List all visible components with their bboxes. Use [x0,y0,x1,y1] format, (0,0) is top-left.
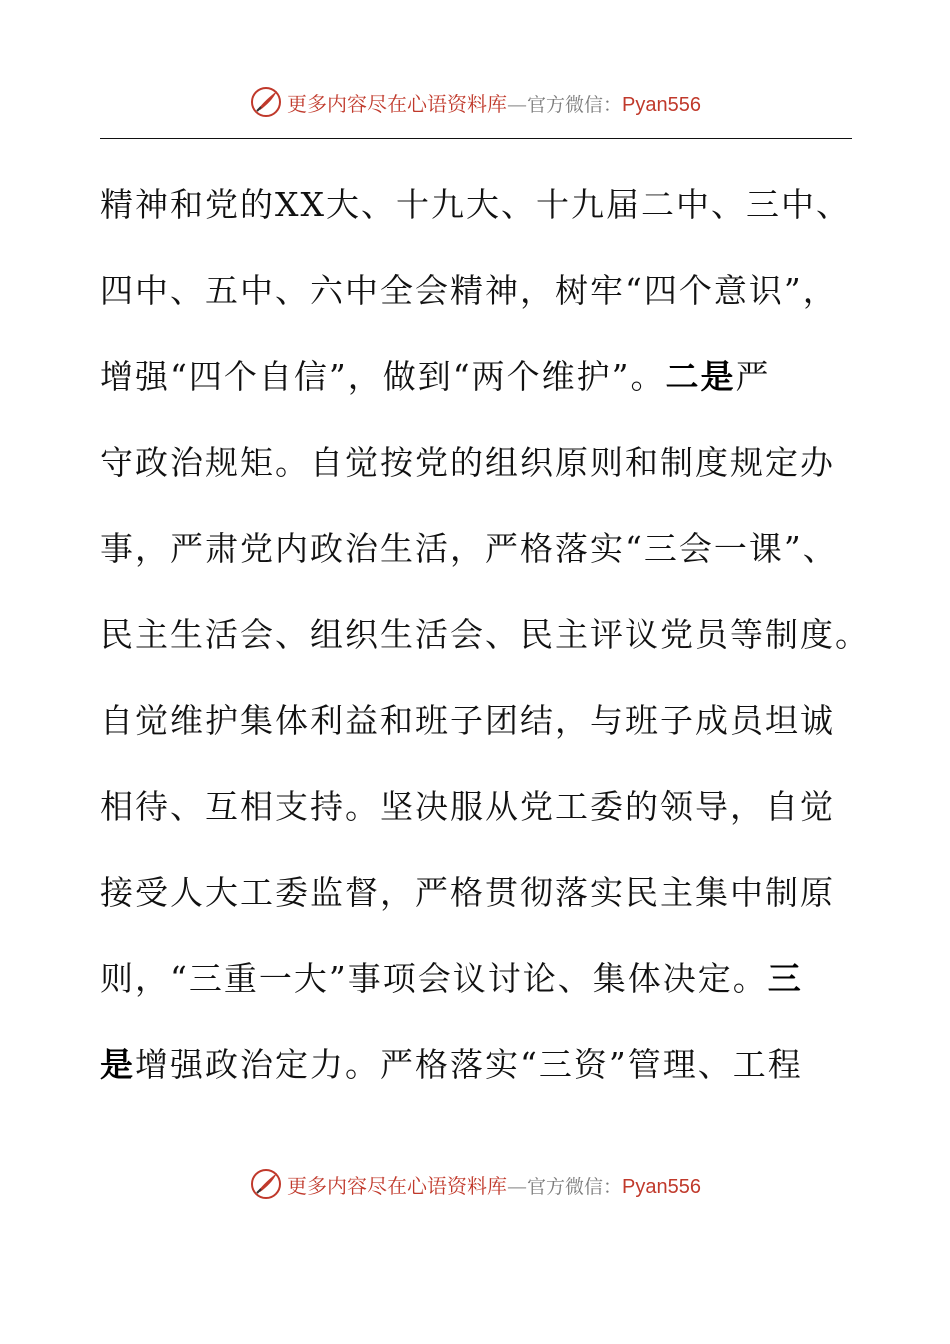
quill-logo-icon [249,1167,283,1201]
wechat-id: Pyan556 [622,1175,701,1198]
text-line: 民主生活会、组织生活会、民主评议党员等制度。 [100,615,870,654]
separator-dash: — [507,91,527,116]
text-line: 相待、互相支持。坚决服从党工委的领导，自觉 [100,787,835,826]
footer-banner [0,1164,950,1204]
text-line: 守政治规矩。自觉按党的组织原则和制度规定办 [100,443,835,482]
wechat-label: 官方微信： [527,93,623,116]
separator-dash: — [507,1173,527,1198]
text-line: 接受人大工委监督，严格贯彻落实民主集中制原 [100,873,835,912]
site-name: 更多内容尽在心语资料库 [287,1173,507,1198]
footer-banner-text [287,1170,701,1199]
text-line: 增强“四个自信”，做到“两个维护”。二是严 [100,357,771,396]
text-line: 是增强政治定力。严格落实“三资”管理、工程 [100,1045,803,1084]
header-rule [100,138,852,139]
text-line: 则，“三重一大”事项会议讨论、集体决定。三 [100,959,803,998]
document-body [100,162,870,1108]
text-line: 精神和党的XX大、十九大、十九届二中、三中、 [100,185,851,224]
wechat-label: 官方微信： [527,1175,623,1198]
text-line: 自觉维护集体利益和班子团结，与班子成员坦诚 [100,701,835,740]
header-banner-text [287,88,701,117]
text-line: 四中、五中、六中全会精神，树牢“四个意识”， [100,271,838,310]
site-name: 更多内容尽在心语资料库 [287,91,507,116]
quill-logo-icon [249,85,283,119]
text-line: 事，严肃党内政治生活，严格落实“三会一课”、 [100,529,838,568]
wechat-id: Pyan556 [622,93,701,116]
header-banner [0,82,950,122]
